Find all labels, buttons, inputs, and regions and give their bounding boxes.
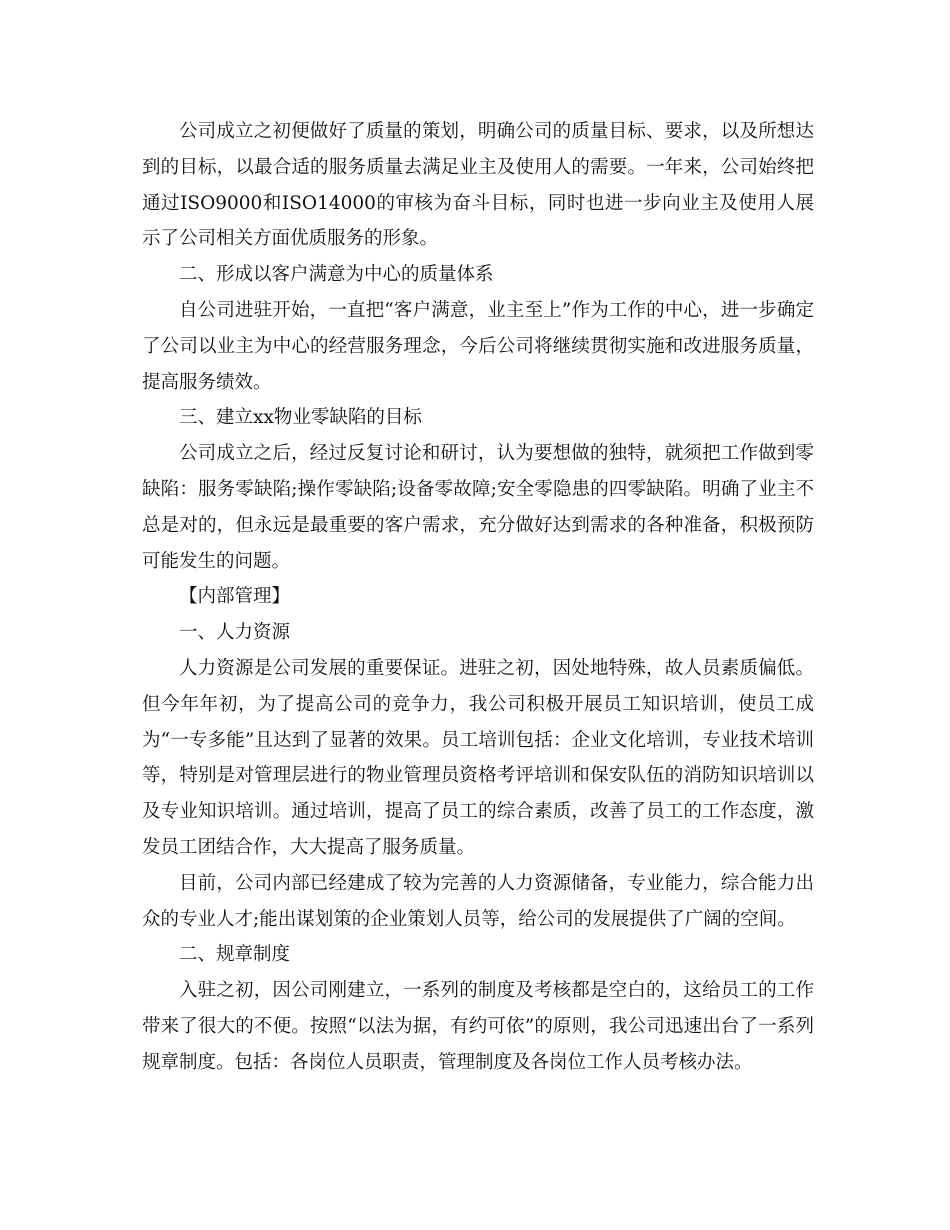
body-paragraph-training: 人力资源是公司发展的重要保证。进驻之初，因处地特殊，故人员素质偏低。但今年年初，为了提高公司的竞争力，我公司积极开展员工知识培训，使员工成为“一专多能”且达到了显著的效果。员工培训包括：企业文化培训，专业技术培训等，特别是对管理层进行的物业管理员资格考评培训和保安队伍的消防知识培训以及专业知识培训。通过培训，提高了员工的综合素质，改善了员工的工作态度，激发员工团结合作，大大提高了服务质量。 [142,657,814,858]
document-page [142,114,814,1081]
body-paragraph-quality-planning: 公司成立之初便做好了质量的策划，明确公司的质量目标、要求，以及所想达到的目标，以最合适的服务质量去满足业主及使用人的需要。一年来，公司始终把通过ISO9000和ISO14000的审核为奋斗目标，同时也进一步向业主及使用人展示了公司相关方面优质服务的形象。 [142,121,814,250]
section-heading-customer-satisfaction: 二、形成以客户满意为中心的质量体系 [179,264,494,286]
section-heading-regulations: 二、规章制度 [179,944,291,966]
body-paragraph-zero-defect: 公司成立之后，经过反复讨论和研讨，认为要想做的独特，就须把工作做到零缺陷：服务零缺陷;操作零缺陷;设备零故障;安全零隐患的四零缺陷。明确了业主不总是对的，但永远是最重要的客户需求，充分做好达到需求的各种准备，积极预防可能发生的问题。 [142,443,814,572]
section-heading-internal-management: 【内部管理】 [179,586,291,608]
body-paragraph-talent-reserve: 目前，公司内部已经建成了较为完善的人力资源储备，专业能力，综合能力出众的专业人才;能出谋划策的企业策划人员等，给公司的发展提供了广阔的空间。 [142,872,814,930]
section-heading-zero-defect: 三、建立xx物业零缺陷的目标 [179,407,422,429]
body-paragraph-customer-first: 自公司进驻开始，一直把“客户满意，业主至上”作为工作的中心，进一步确定了公司以业主为中心的经营服务理念，今后公司将继续贯彻实施和改进服务质量，提高服务绩效。 [142,299,814,393]
body-paragraph-regulations: 入驻之初，因公司刚建立，一系列的制度及考核都是空白的，这给员工的工作带来了很大的不便。按照“以法为据，有约可依”的原则，我公司迅速出台了一系列规章制度。包括：各岗位人员职责，管理制度及各岗位工作人员考核办法。 [142,980,814,1073]
section-heading-human-resources: 一、人力资源 [179,622,291,644]
